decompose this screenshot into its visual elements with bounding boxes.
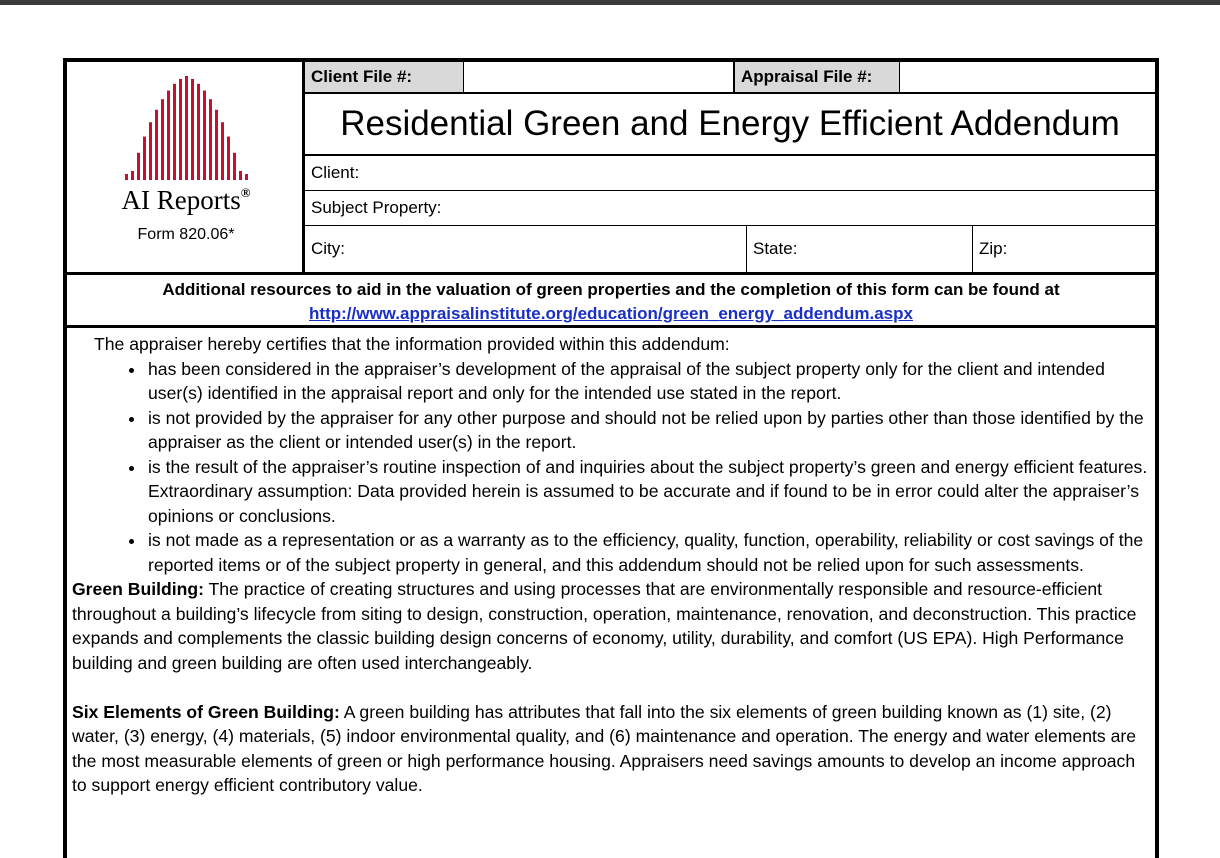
header-fields — [305, 62, 1155, 272]
subject-property-label: Subject Property: — [311, 198, 442, 217]
file-number-row — [305, 62, 1155, 94]
green-building-definition — [72, 577, 1154, 675]
certification-list — [72, 357, 1154, 578]
addendum-body — [72, 332, 1154, 798]
subject-property-field[interactable] — [305, 191, 1155, 226]
green-building-term: Green Building: — [72, 579, 204, 599]
list-item: • is not provided by the appraiser for any other purpose and should not be relied upon by parties other than those identified by the appraiser as the client or intended user(s) in the report. — [146, 406, 1154, 455]
list-item: • is not made as a representation or as a warranty as to the efficiency, quality, function, operability, reliability or cost savings of the reported items or of the subject property in general, and this addendum should not be relied upon for such assessments. — [146, 528, 1154, 577]
logo-name: AI Reports® — [121, 185, 251, 215]
resources-link[interactable]: http://www.appraisalinstitute.org/education/green_energy_addendum.aspx — [309, 304, 913, 323]
title-row — [305, 94, 1155, 156]
zip-field[interactable] — [972, 226, 1155, 272]
location-row — [305, 226, 1155, 272]
appraisal-file-input[interactable] — [899, 62, 1155, 92]
six-elements-text: A green building has attributes that fall into the six elements of green building known as (1) site, (2) water, (3) energy, (4) materials, (5) indoor environmental quality, and (6) maintenance and operation. The energy and water elements are the most measurable elements of green or high performance housing. Appraisers need savings amounts to develop an income approach to support energy efficient contributory value. — [72, 701, 1137, 795]
client-file-input[interactable] — [463, 62, 733, 92]
ai-reports-logo-icon — [125, 70, 249, 182]
state-field[interactable] — [746, 226, 972, 272]
list-item: • is the result of the appraiser’s routine inspection of and inquiries about the subject property’s green and energy efficient features. Extraordinary assumption: Data provided herein is assumed to be accurate and if found to be in error could alter the appraiser’s opinions or conclusions. — [146, 455, 1154, 529]
green-building-text: The practice of creating structures and using processes that are environmentally responsible and resource-efficient throughout a building’s lifecycle from siting to design, construction, operation, maintenance, renovation, and deconstruction. This practice expands and complements the classic building design concerns of economy, utility, durability, and comfort (US EPA). High Performance building and green building are often used interchangeably. — [72, 579, 1137, 673]
list-item: • has been considered in the appraiser’s development of the appraisal of the subject property only for the client and intended user(s) identified in the appraisal report and only for the intended use stated in the report. — [146, 357, 1154, 406]
client-label: Client: — [311, 163, 360, 182]
addendum-form — [63, 58, 1159, 858]
zip-label: Zip: — [979, 239, 1008, 258]
form-number: Form 820.06* — [137, 226, 235, 243]
certification-intro: The appraiser hereby certifies that the information provided within this addendum: — [94, 334, 730, 354]
six-elements-definition — [72, 700, 1154, 798]
state-label: State: — [753, 239, 798, 258]
logo-box — [67, 62, 305, 272]
resources-text: Additional resources to aid in the valuation of green properties and the completion of this form can be found at — [162, 280, 1060, 299]
six-elements-term: Six Elements of Green Building: — [72, 701, 340, 722]
window-top-bar — [0, 0, 1220, 5]
client-field[interactable] — [305, 156, 1155, 191]
client-file-label: Client File #: — [305, 62, 463, 92]
city-field[interactable] — [305, 226, 746, 272]
form-title: Residential Green and Energy Efficient Addendum — [340, 104, 1120, 143]
appraisal-file-label: Appraisal File #: — [733, 62, 899, 92]
city-label: City: — [311, 239, 345, 258]
resources-notice — [67, 272, 1155, 328]
